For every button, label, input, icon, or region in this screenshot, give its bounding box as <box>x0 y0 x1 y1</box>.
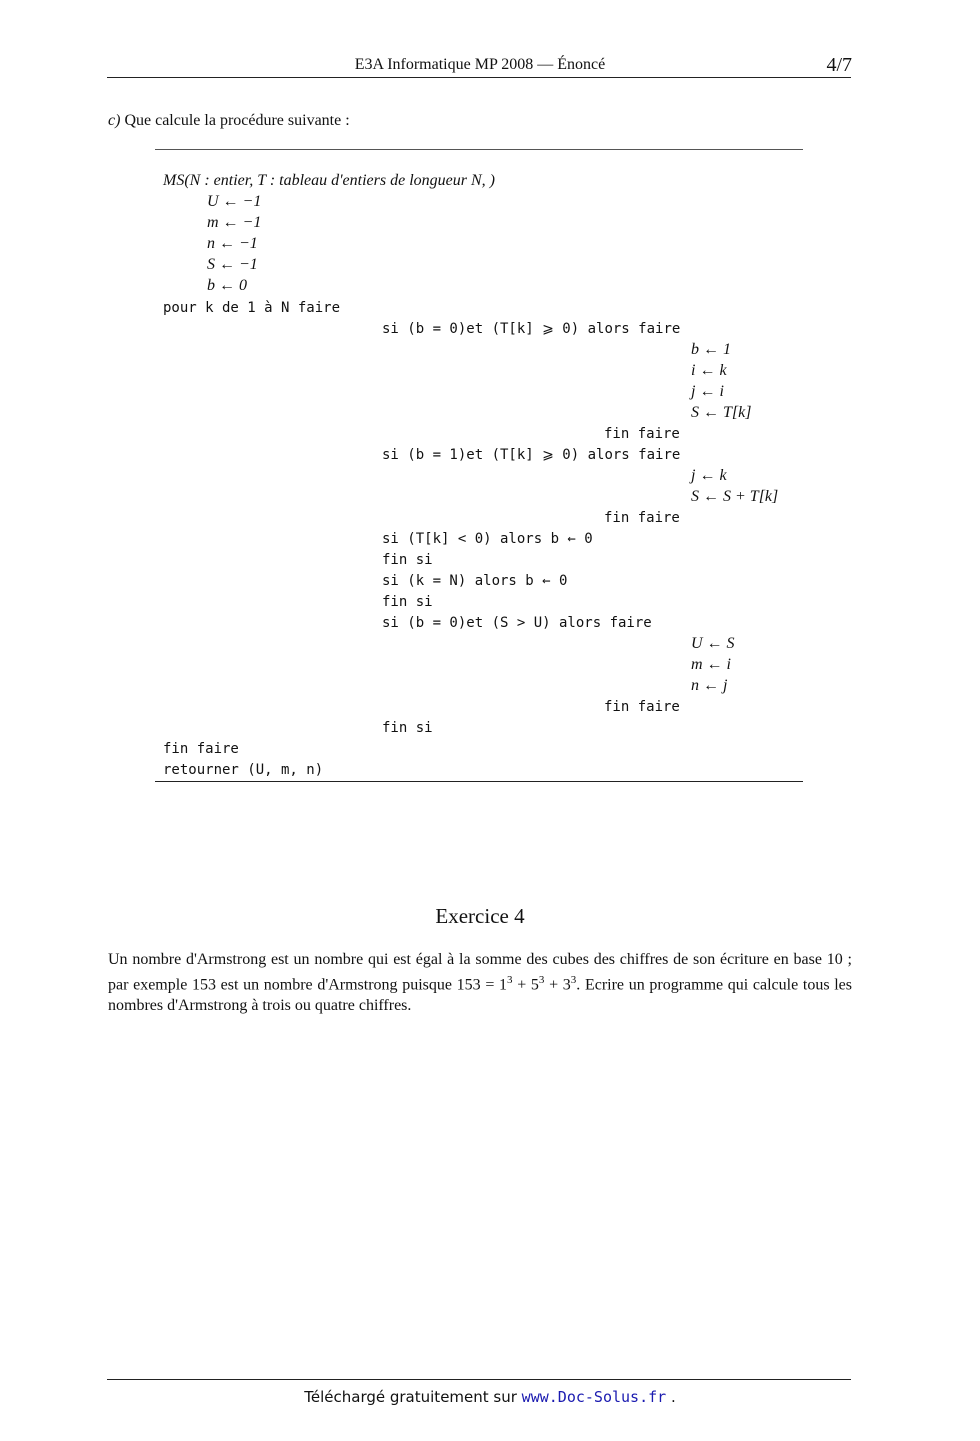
algo-line: si (k = N) alors b ← 0 <box>382 573 568 589</box>
footer <box>0 1388 980 1406</box>
exponent: 3 <box>538 974 545 986</box>
algo-line: fin faire <box>604 699 680 715</box>
init-line: m ← −1 <box>207 214 262 231</box>
algo-line: fin si <box>382 552 433 568</box>
algo-line: fin si <box>382 594 433 610</box>
algo-line: fin faire <box>604 510 680 526</box>
page-number: 4/7 <box>826 54 852 76</box>
algo-line: pour k de 1 à N faire <box>163 300 341 316</box>
footer-link[interactable]: www.Doc-Solus.fr <box>521 1388 667 1406</box>
algo-line: fin si <box>382 720 433 736</box>
algo-line: m ← i <box>691 656 731 673</box>
question-text: Que calcule la procédure suivante : <box>124 112 350 129</box>
footer-text: Téléchargé gratuitement sur <box>304 1388 522 1406</box>
header-rule <box>107 77 851 78</box>
algorithm-top-rule <box>155 149 803 150</box>
algo-line: si (b = 0)et (T[k] ⩾ 0) alors faire <box>382 321 681 337</box>
exponent: 3 <box>570 974 577 986</box>
algo-line: b ← 1 <box>691 341 731 358</box>
algo-line: fin faire <box>163 741 239 757</box>
question-label: c) <box>108 112 121 129</box>
algo-line: j ← i <box>691 383 724 400</box>
exercise-text <box>108 949 852 1016</box>
exercise-text-part: + 3 <box>544 976 571 994</box>
algo-line: j ← k <box>691 467 727 484</box>
exercise-text-part: . Ecrire un programme qui calcule tous les nombres d'Armstrong à trois ou quatre chiffres. <box>108 976 852 1015</box>
algo-line: n ← j <box>691 677 728 694</box>
algo-line: si (b = 1)et (T[k] ⩾ 0) alors faire <box>382 447 681 463</box>
page-header-title: E3A Informatique MP 2008 — Énoncé <box>354 56 606 73</box>
algo-line: si (b = 0)et (S > U) alors faire <box>382 615 652 631</box>
algo-line: i ← k <box>691 362 727 379</box>
algo-line: S ← S + T[k] <box>691 488 779 505</box>
algo-line: fin faire <box>604 426 680 442</box>
question-c <box>108 112 350 130</box>
algo-line: si (T[k] < 0) alors b ← 0 <box>382 531 593 547</box>
procedure-signature: MS(N : entier, T : tableau d'entiers de longueur N, ) <box>163 172 495 189</box>
init-line: n ← −1 <box>207 235 258 252</box>
init-line: b ← 0 <box>207 277 247 294</box>
algo-line: S ← T[k] <box>691 404 752 421</box>
footer-rule <box>107 1379 851 1380</box>
algo-line: retourner (U, m, n) <box>163 762 324 778</box>
exponent: 3 <box>507 974 513 986</box>
init-line: U ← −1 <box>207 193 262 210</box>
algorithm-bottom-rule <box>155 781 803 782</box>
footer-suffix: . <box>666 1388 676 1406</box>
init-line: S ← −1 <box>207 256 258 273</box>
exercise-title: Exercice 4 <box>435 904 525 928</box>
exercise-text-part: + 5 <box>512 976 539 994</box>
algo-line: U ← S <box>691 635 735 652</box>
exercise-text-part: Un nombre d'Armstrong est un nombre qui est égal à la somme des cubes des chiffres de son écriture en base 10 ; par exemple 153 est un nombre d'Armstrong puisque 153 = 1 <box>108 951 852 994</box>
